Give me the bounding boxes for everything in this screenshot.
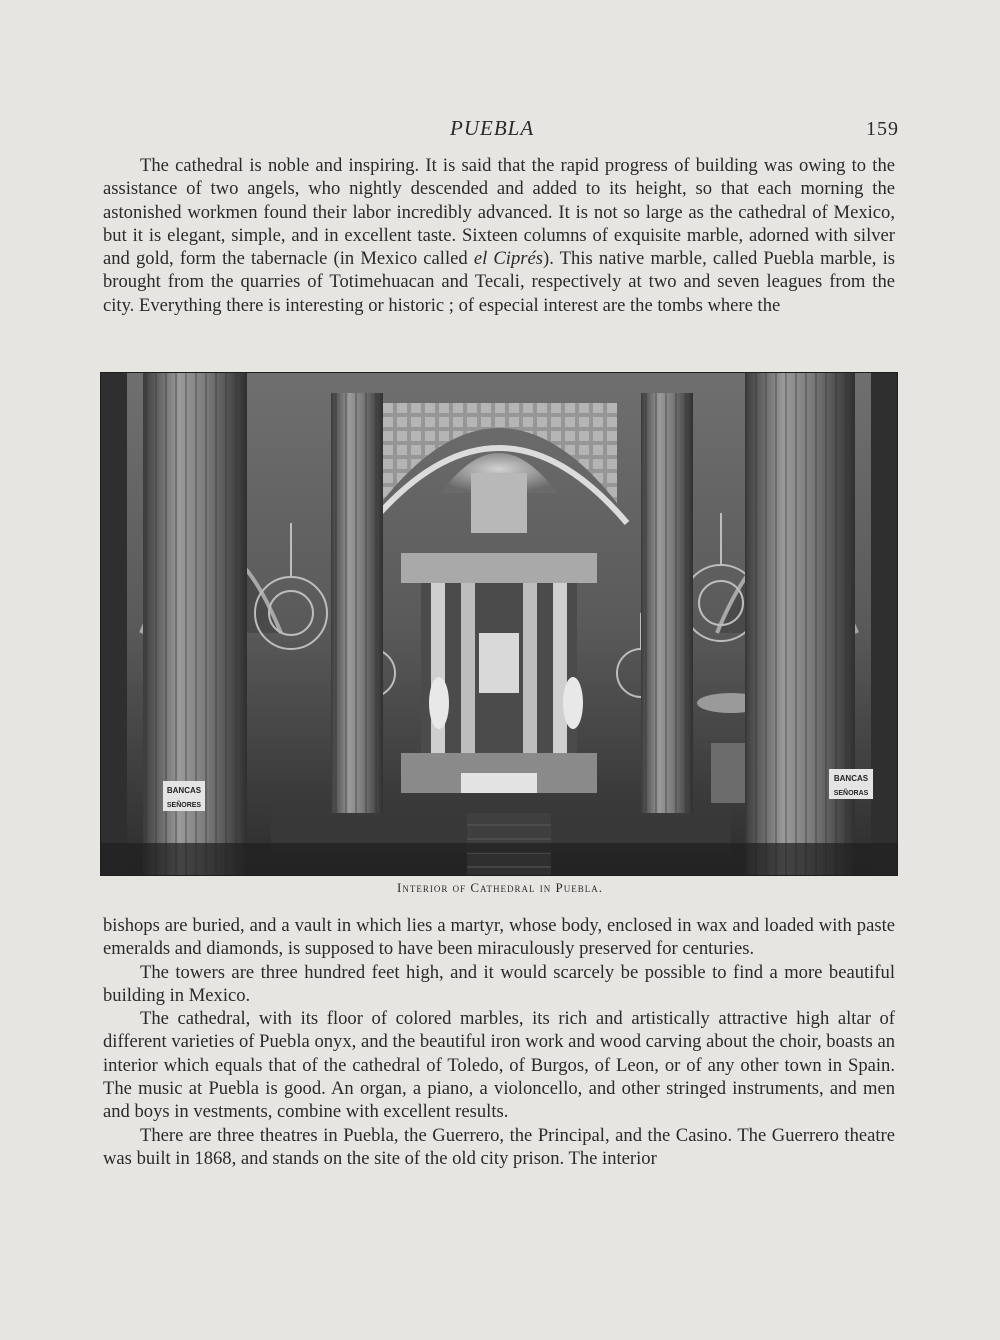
text-block-bottom xyxy=(103,914,895,1170)
paragraph xyxy=(103,154,895,317)
text-block-top xyxy=(103,154,895,317)
pew-sign-right-line2: SEÑORAS xyxy=(833,790,869,797)
pew-sign-left xyxy=(163,781,205,811)
paragraph: The cathedral, with its floor of colored marbles, its rich and artistically attractive high altar of different varieties of Puebla onyx, and the beautiful iron work and wood carving about the choir, boasts an interior which equals that of the cathedral of Toledo, of Burgos, of Leon, or of any other town in Spain. The music at Puebla is good. An organ, a piano, a violoncello, and other stringed instruments, and men and boys in vestments, combine with excellent results. xyxy=(103,1008,895,1123)
running-title: PUEBLA xyxy=(450,116,535,140)
pew-sign-left-line2: SEÑORES xyxy=(166,802,202,809)
pew-sign-right-line1: BANCAS xyxy=(833,774,869,783)
figure-caption xyxy=(0,880,1000,896)
paragraph-text: The cathedral is noble and inspiring. It is said that the rapid progress of building was owing to the assistance of two angels, who nightly descended and added to its height, so that each morning the astonished workmen found their labor incredibly advanced. It is not so large as the cathedral of Mexico, but it is elegant, simple, and in excellent taste. Sixteen columns of exquisite marble, adorned with silver and gold, form the tabernacle (in Mexico called xyxy=(103,155,895,270)
paragraph: bishops are buried, and a vault in which lies a martyr, whose body, enclosed in wax and loaded with paste emeralds and diamonds, is supposed to have been miraculously preserved for centuries. xyxy=(103,915,895,960)
cathedral-photograph xyxy=(100,372,898,876)
paragraph: The towers are three hundred feet high, and it would scarcely be possible to find a more beautiful building in Mexico. xyxy=(103,961,895,1006)
paragraph: There are three theatres in Puebla, the Guerrero, the Principal, and the Casino. The Guerrero theatre was built in 1868, and stands on the site of the old city prison. The interior xyxy=(103,1124,895,1169)
running-head xyxy=(0,116,1000,146)
caption-text: Interior of Cathedral in Puebla. xyxy=(397,880,603,895)
pew-sign-right xyxy=(829,769,873,799)
paragraph-text: ). This native marble, called Puebla marble, is brought from the quarries of Totimehuacan and Tecali, respectively at two and seven leagues from the city. Everything there is interesting or historic ; of especial interest are the tombs where the xyxy=(103,248,895,316)
page-number: 159 xyxy=(866,118,899,140)
pew-sign-left-line1: BANCAS xyxy=(166,786,202,795)
italic-term: el Ciprés xyxy=(473,248,543,270)
